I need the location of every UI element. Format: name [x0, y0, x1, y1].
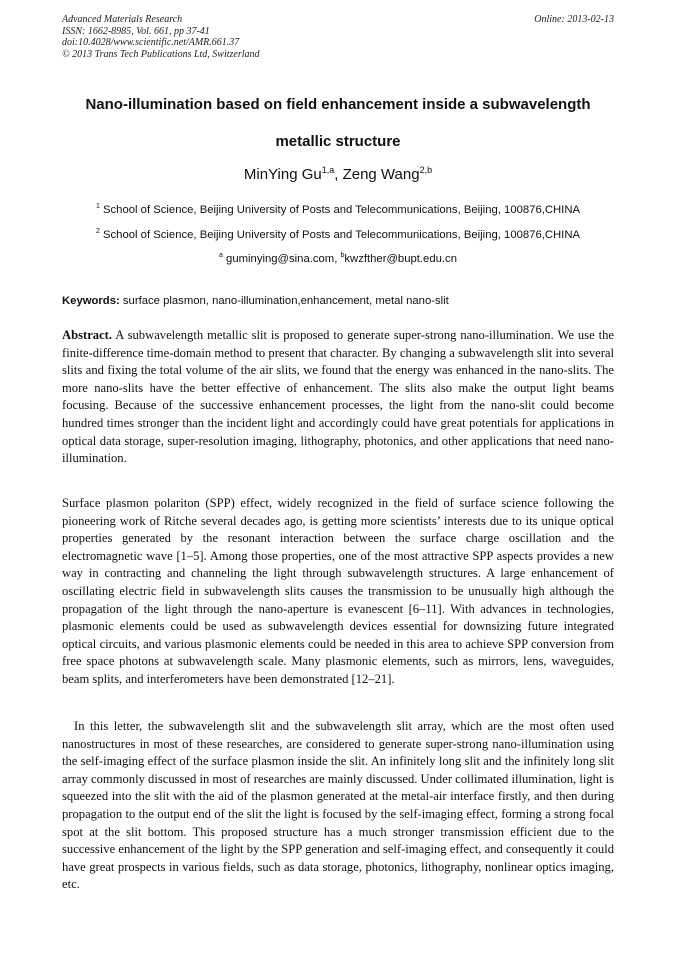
abstract-label: Abstract. [62, 328, 113, 342]
email-b[interactable]: kwzfther@bupt.edu.cn [344, 253, 457, 265]
affiliation-2 [62, 229, 614, 241]
doi-line[interactable]: doi:10.4028/www.scientific.net/AMR.661.37 [62, 37, 240, 48]
affiliation-1-text: School of Science, Beijing University of Posts and Telecommunications, Beijing, 100876,CHINA [103, 204, 581, 216]
abstract-text: A subwavelength metallic slit is proposed to generate super-strong nano-illumination. We use the finite-difference time-domain method to present that character. By changing a subwavelength slit into several slits and fixing the total volume of the air slits, we found that the energy was enhanced in the nano-slits. The more nano-slits have the better effective of enhancement. The slits also make the output light beams focusing. Because of the successive enhancement processes, the light from the nano-slit could become hundred times stronger than the incident light and accordingly could have great potentials for applications in optical data storage, super-resolution imaging, lithography, photonics, and other applications that need nano-illumination. [62, 328, 614, 466]
email-b-marker: b [340, 252, 345, 259]
abstract [62, 327, 614, 468]
affiliation-1-marker: 1 [95, 203, 100, 210]
issn-line: ISSN: 1662-8985, Vol. 661, pp 37-41 [62, 25, 210, 37]
author-1: MinYing Gu [243, 166, 322, 183]
journal-header [62, 14, 614, 60]
affiliation-2-marker: 2 [95, 228, 100, 235]
email-line [62, 253, 614, 265]
online-date: Online: 2013-02-13 [534, 14, 614, 25]
author-2-affiliation: 2,b [419, 165, 433, 175]
email-a-marker: a [219, 252, 223, 259]
intro-paragraph-1: Surface plasmon polariton (SPP) effect, widely recognized in the field of surface science following the pioneering work of Ritche several decades ago, is getting more scientists’ interests due to its unique optical properties generated by the resonant interaction between the surface charge oscillation and the electromagnetic wave [1–5]. Among those properties, one of the most attractive SPP aspects provides a new way in contracting and channeling the light through subwavelength structures. A large enhancement of oscillating electric field in subwavelength slits causes the transmission to be unusually high although the propagation of the light through the nano-aperture is evanescent [6–11]. With advances in technologies, plasmonic elements could be used as subwavelength devices essential for downsizing future integrated optical circuits, and various plasmonic elements could be needed in this area to achieve SPP conversion from free space photons at subwavelength scale. Many plasmonic elements, such as mirrors, lens, waveguides, beam splits, and interferometers have been demonstrated [12–21]. [62, 496, 614, 686]
keywords [62, 295, 614, 307]
author-line [62, 166, 614, 183]
paper-title: Nano-illumination based on field enhancement inside a subwavelength metallic structure [85, 96, 591, 150]
author-separator: , [334, 166, 343, 183]
keywords-text: surface plasmon, nano-illumination,enhancement, metal nano-slit [119, 295, 449, 307]
author-1-affiliation: 1,a [321, 165, 335, 175]
affiliation-1 [62, 204, 614, 216]
journal-name: Advanced Materials Research [62, 14, 183, 25]
author-2: Zeng Wang [342, 166, 420, 183]
keywords-label: Keywords: [62, 295, 120, 307]
copyright-line: © 2013 Trans Tech Publications Ltd, Switzerland [62, 48, 260, 60]
email-a[interactable]: guminying@sina.com, [226, 253, 341, 265]
affiliation-2-text: School of Science, Beijing University of Posts and Telecommunications, Beijing, 100876,CHINA [103, 229, 581, 241]
intro-paragraph-2: In this letter, the subwavelength slit and the subwavelength slit array, which are the most often used nanostructures in most of these researches, are considered to generate super-strong nano-illumination using the self-imaging effect of the surface plasmon inside the slit. An infinitely long slit and the infinitely long slit array commonly discussed in most of researches are mainly discussed. Under collimated illumination, light is squeezed into the slit with the aid of the plasmon generated at the metal-air interface firstly, and then during propagation to the output end of the slit the light is focused by the self-imaging effect, forming a strong focal spot at the slit bottom. This proposed structure has a much stronger transmission efficient due to the successive enhancement of the light by the SPP generation and self-imaging effect, and consequently it could have great prospects in various fields, such as data storage, photonics, lithography, nonlinear optics imaging, etc. [62, 719, 614, 892]
